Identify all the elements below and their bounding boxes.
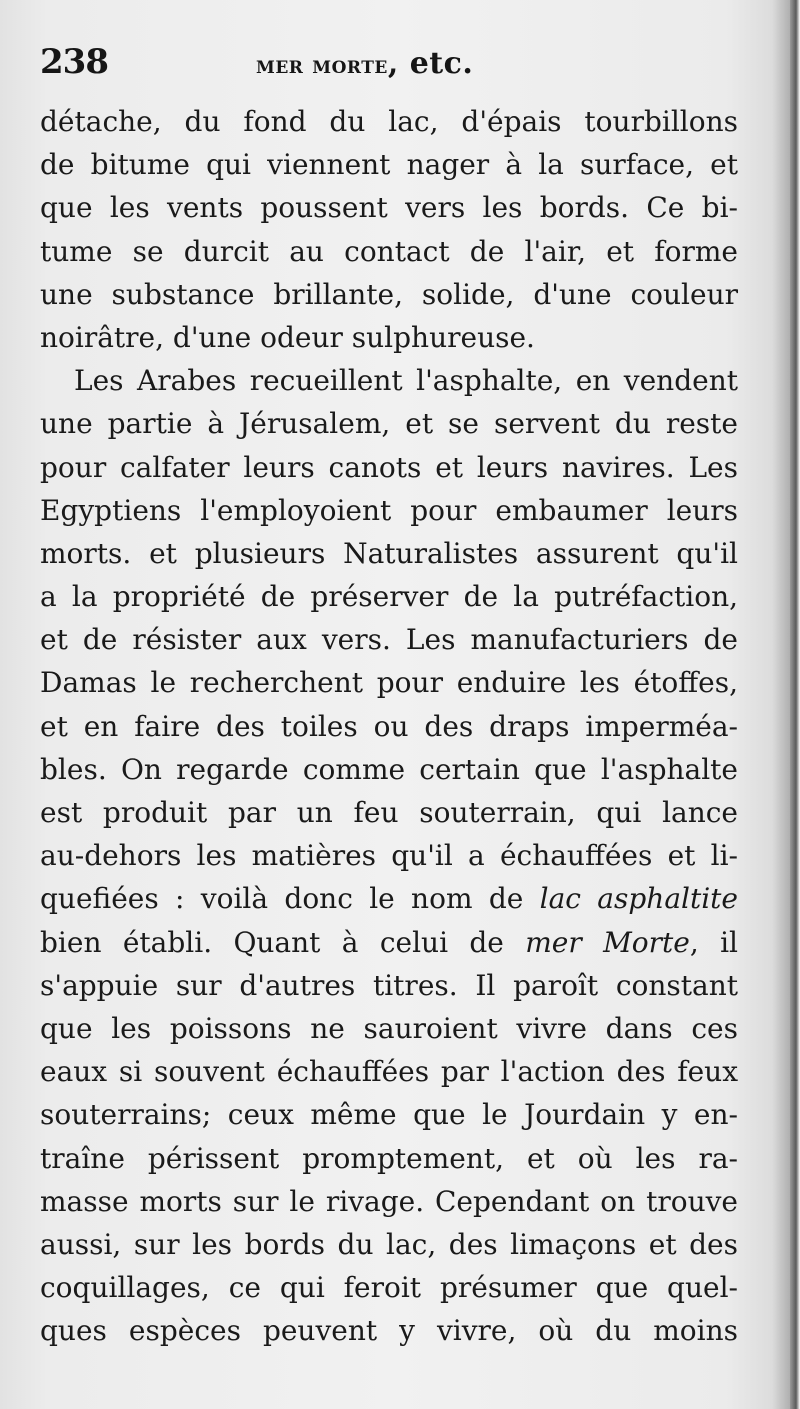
text-line: s'appuie sur d'autres titres. Il paroît constant xyxy=(40,968,738,1002)
running-head-title: mer morte xyxy=(256,50,388,79)
text-line: pour calfater leurs canots et leurs navires. Les xyxy=(40,450,738,484)
text-line: eaux si souvent échauffées par l'action des feux xyxy=(40,1055,738,1089)
text-segment: quefiées : voilà donc le nom de xyxy=(40,882,540,916)
text-line: de bitume qui viennent nager à la surface, et xyxy=(40,148,738,182)
text-line: masse morts sur le rivage. Cependant on trouve xyxy=(40,1184,738,1218)
text-segment: bien établi. Quant à celui de xyxy=(40,925,526,959)
text-line: ques espèces peuvent y vivre, où du moins xyxy=(40,1314,738,1348)
body-text xyxy=(40,100,738,1352)
text-line: tume se durcit au contact de l'air, et forme xyxy=(40,234,738,268)
italic-term: lac asphaltite xyxy=(539,882,738,916)
text-line: que les vents poussent vers les bords. Ce bi- xyxy=(40,191,738,225)
italic-term: mer Morte xyxy=(525,925,690,959)
page-number: 238 xyxy=(40,42,108,82)
text-line: au-dehors les matières qu'il a échauffées et li- xyxy=(40,839,738,873)
text-line: morts. et plusieurs Naturalistes assurent qu'il xyxy=(40,536,738,570)
running-head-suffix: , etc. xyxy=(387,46,474,81)
text-line: est produit par un feu souterrain, qui lance xyxy=(40,796,738,829)
text-line: Egyptiens l'employoient pour embaumer leurs xyxy=(40,493,738,527)
text-segment: , il xyxy=(689,925,739,959)
text-line: aussi, sur les bords du lac, des limaçons et des xyxy=(40,1227,738,1261)
text-line: Damas le recherchent pour enduire les étoffes, xyxy=(40,666,738,700)
text-line xyxy=(40,921,738,964)
page-header xyxy=(40,42,740,92)
text-line: a la propriété de préserver de la putréfaction, xyxy=(40,580,738,614)
text-line: une substance brillante, solide, d'une couleur xyxy=(40,277,738,311)
text-line: souterrains; ceux même que le Jourdain y en- xyxy=(40,1098,738,1132)
page-edge xyxy=(790,0,800,1409)
text-line xyxy=(40,877,738,920)
running-head xyxy=(256,46,473,81)
text-line: bles. On regarde comme certain que l'asphalte xyxy=(40,752,738,786)
text-line: et en faire des toiles ou des draps imperméa- xyxy=(40,709,738,743)
text-line: une partie à Jérusalem, et se servent du reste xyxy=(40,407,738,441)
text-line: et de résister aux vers. Les manufacturiers de xyxy=(40,623,738,657)
text-line: coquillages, ce qui feroit présumer que quel- xyxy=(40,1271,738,1305)
text-line: noirâtre, d'une odeur sulphureuse. xyxy=(40,320,535,354)
text-line: que les poissons ne sauroient vivre dans ces xyxy=(40,1011,738,1045)
text-line: détache, du fond du lac, d'épais tourbillons xyxy=(40,105,738,138)
text-line: traîne périssent promptement, et où les ra- xyxy=(40,1141,738,1175)
text-line: Les Arabes recueillent l'asphalte, en vendent xyxy=(74,364,738,398)
